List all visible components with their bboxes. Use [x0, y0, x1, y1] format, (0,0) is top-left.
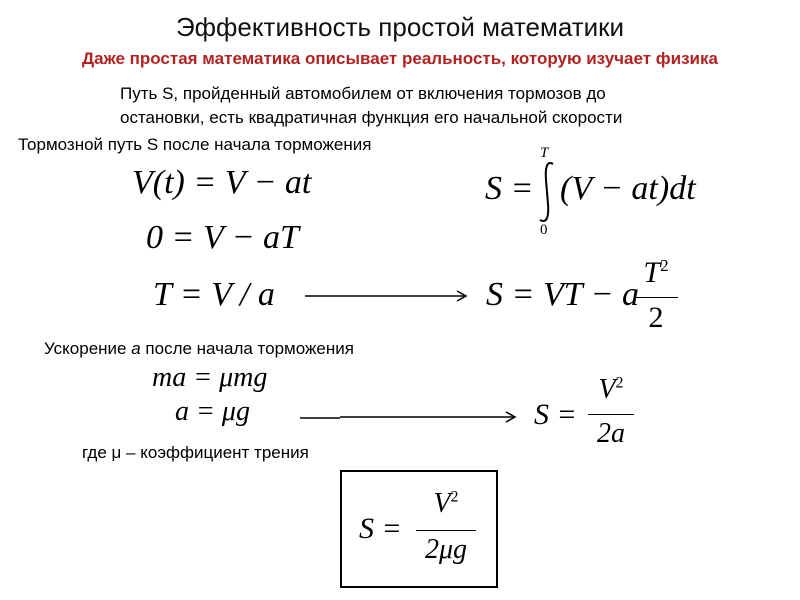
- result2-denominator: 2a: [597, 418, 625, 449]
- result2-numerator-base: V: [598, 374, 616, 405]
- integral-sign-icon: [535, 160, 559, 224]
- slide-title: Эффективность простой математики: [175, 12, 625, 42]
- slide-subtitle: Даже простая математика описывает реальность, которую изучает физика: [82, 49, 718, 68]
- integral-body: (V − at)dt: [560, 170, 696, 207]
- braking-path-label: Тормозной путь S после начала торможения: [18, 135, 372, 154]
- friction-note: где μ – коэффициент трения: [82, 443, 309, 462]
- result2-fraction-bar: [588, 414, 634, 415]
- result1-exponent: 2: [660, 256, 669, 275]
- intro-line-2: остановки, есть квадратичная функция его начальной скорости: [120, 108, 623, 127]
- result1-lhs: S = VT − a: [486, 276, 639, 313]
- stop-formula: 0 = V − aT: [146, 219, 299, 256]
- acceleration-label-var: a: [131, 339, 141, 358]
- intro-paragraph: [120, 82, 720, 130]
- final-fraction-bar: [416, 530, 476, 531]
- final-numerator: [416, 488, 476, 520]
- result1-denominator: 2: [648, 301, 664, 334]
- intro-line-1: Путь S, пройденный автомобилем от включения тормозов до: [120, 84, 606, 103]
- accel-formula: a = μg: [175, 396, 250, 427]
- result1-fraction-bar: [634, 297, 678, 298]
- integral-lower-limit: 0: [540, 222, 548, 238]
- acceleration-label: [44, 339, 354, 359]
- time-formula: T = V / a: [153, 276, 275, 313]
- velocity-formula: V(t) = V − at: [132, 164, 312, 201]
- result2-exponent: 2: [615, 374, 624, 392]
- final-lhs: S =: [359, 512, 402, 545]
- final-formula-box: [340, 470, 498, 588]
- result2-numerator: [588, 374, 634, 406]
- result1-numerator-base: T: [643, 256, 661, 289]
- arrow-right-icon: [305, 288, 470, 304]
- arrow-right-icon-2: [300, 409, 520, 425]
- integral-lhs: S =: [485, 170, 534, 207]
- integral-upper-limit: T: [540, 145, 549, 161]
- final-exponent: 2: [450, 488, 459, 506]
- final-denominator: 2μg: [424, 534, 468, 565]
- force-formula: ma = μmg: [152, 362, 268, 393]
- result1-numerator: [634, 256, 678, 290]
- result2-lhs: S =: [534, 398, 577, 431]
- acceleration-label-prefix: Ускорение: [44, 339, 132, 358]
- acceleration-label-suffix: после начала торможения: [140, 339, 354, 358]
- final-numerator-base: V: [433, 488, 451, 519]
